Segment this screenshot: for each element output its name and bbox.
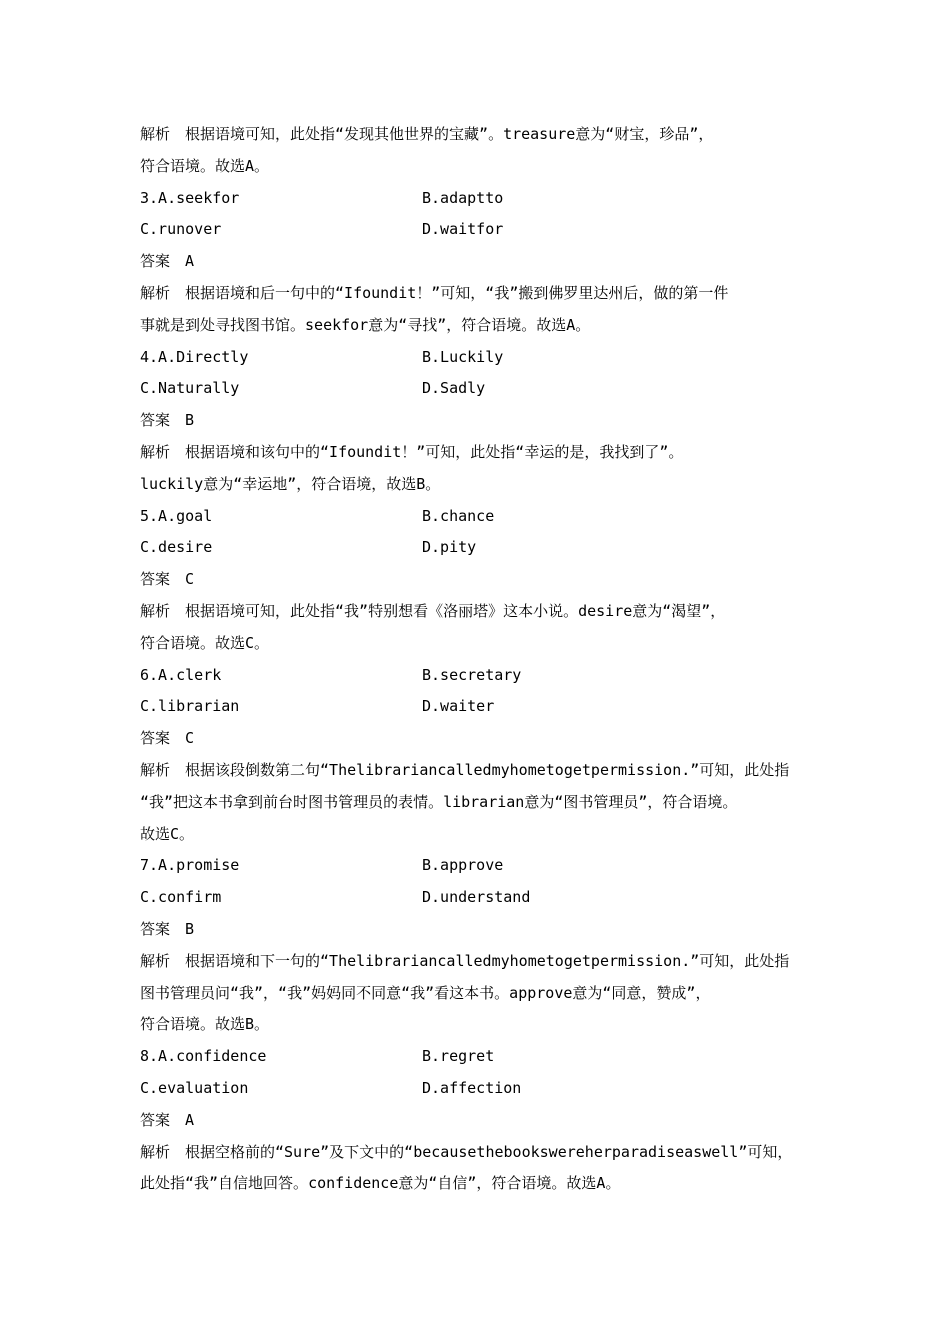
answer-line: 答案 B — [140, 919, 195, 938]
option-b: B.approve — [422, 856, 504, 875]
option-a: 5.A.goal — [140, 506, 213, 525]
option-d: D.Sadly — [422, 379, 486, 398]
options-row — [140, 183, 830, 215]
option-a: 7.A.promise — [140, 856, 240, 875]
option-c: C.confirm — [140, 888, 222, 907]
explanation-line: “我”把这本书拿到前台时图书管理员的表情。librarian意为“图书管理员”，符合语境。 — [140, 792, 738, 811]
explanation-line: luckily意为“幸运地”，符合语境，故选B。 — [140, 474, 441, 493]
options-row — [140, 850, 830, 882]
option-a: 8.A.confidence — [140, 1047, 267, 1066]
options-row — [140, 882, 830, 914]
options-row — [140, 532, 830, 564]
option-c: C.evaluation — [140, 1078, 249, 1097]
option-a: 3.A.seekfor — [140, 188, 240, 207]
explanation-line: 符合语境。故选B。 — [140, 1015, 270, 1034]
option-b: B.Luckily — [422, 347, 504, 366]
answer-line: 答案 A — [140, 1110, 195, 1129]
explanation-line: 此处指“我”自信地回答。confidence意为“自信”，符合语境。故选A。 — [140, 1174, 621, 1193]
options-row — [140, 342, 830, 374]
answer-line: 答案 C — [140, 729, 195, 748]
document-page — [140, 119, 830, 1200]
options-row — [140, 501, 830, 533]
option-d: D.affection — [422, 1078, 522, 1097]
option-b: B.chance — [422, 506, 495, 525]
options-row — [140, 1073, 830, 1105]
explanation-line: 故选C。 — [140, 824, 195, 843]
options-row — [140, 691, 830, 723]
option-d: D.pity — [422, 538, 477, 557]
explanation-line: 解析 根据语境和该句中的“Ifoundit！”可知，此处指“幸运的是，我找到了”。 — [140, 442, 684, 461]
option-d: D.understand — [422, 888, 531, 907]
explanation-line: 符合语境。故选A。 — [140, 156, 270, 175]
explanation-line: 解析 根据该段倒数第二句“Thelibrariancalledmyhometogetpermission.”可知，此处指 — [140, 760, 790, 779]
answer-line: 答案 B — [140, 411, 195, 430]
option-b: B.regret — [422, 1047, 495, 1066]
answer-line: 答案 C — [140, 570, 195, 589]
option-d: D.waiter — [422, 697, 495, 716]
explanation-line: 解析 根据语境可知，此处指“我”特别想看《洛丽塔》这本小说。desire意为“渴望”， — [140, 601, 726, 620]
explanation-line: 解析 根据语境可知，此处指“发现其他世界的宝藏”。treasure意为“财宝，珍品”， — [140, 125, 714, 143]
option-c: C.librarian — [140, 697, 240, 716]
options-row — [140, 373, 830, 405]
options-row — [140, 214, 830, 246]
option-b: B.secretary — [422, 665, 522, 684]
explanation-line: 事就是到处寻找图书馆。seekfor意为“寻找”，符合语境。故选A。 — [140, 315, 591, 334]
explanation-line: 解析 根据语境和后一句中的“Ifoundit！”可知，“我”搬到佛罗里达州后，做的第一件 — [140, 283, 729, 302]
option-b: B.adaptto — [422, 188, 504, 207]
option-a: 6.A.clerk — [140, 665, 222, 684]
options-row — [140, 1041, 830, 1073]
explanation-line: 解析 根据空格前的“Sure”及下文中的“becausethebookswereherparadiseaswell”可知， — [140, 1142, 793, 1161]
explanation-line: 解析 根据语境和下一句的“Thelibrariancalledmyhometogetpermission.”可知，此处指 — [140, 951, 790, 970]
explanation-line: 图书管理员问“我”，“我”妈妈同不同意“我”看这本书。approve意为“同意，赞成”， — [140, 983, 711, 1002]
option-a: 4.A.Directly — [140, 347, 249, 366]
option-d: D.waitfor — [422, 220, 504, 239]
option-c: C.runover — [140, 220, 222, 239]
option-c: C.desire — [140, 538, 213, 557]
option-c: C.Naturally — [140, 379, 240, 398]
answer-line: 答案 A — [140, 252, 195, 271]
explanation-line: 符合语境。故选C。 — [140, 633, 270, 652]
options-row — [140, 660, 830, 692]
